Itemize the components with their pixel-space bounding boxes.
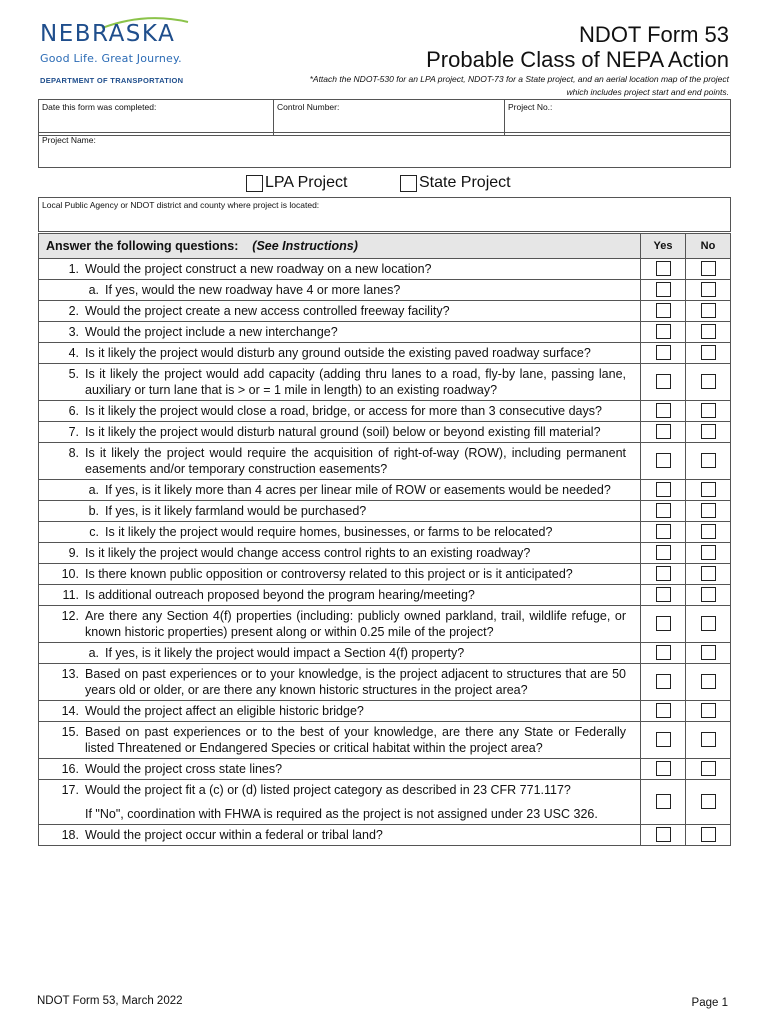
no-checkbox[interactable] [701, 524, 716, 539]
question-cell [39, 401, 641, 422]
question-text: Are there any Section 4(f) properties (including: publicly owned parkland, trail, wildlife refuge, or known historic properties) present along or within 0.25 mile of the project? [85, 609, 626, 639]
no-checkbox[interactable] [701, 261, 716, 276]
yes-cell [641, 501, 686, 522]
state-checkbox[interactable] [400, 175, 417, 192]
question-number: a. [88, 483, 99, 497]
question-text: Would the project cross state lines? [85, 762, 283, 776]
question-row [39, 480, 731, 501]
question-text: Is it likely the project would add capacity (adding thru lanes to a road, fly-by lane, passing lane, auxiliary or turn lane that is > or = 1 mile in length) to an existing roadway? [85, 367, 626, 397]
no-cell [686, 643, 731, 664]
no-checkbox[interactable] [701, 324, 716, 339]
question-row [39, 759, 731, 780]
question-number: 11. [62, 588, 79, 602]
no-cell [686, 722, 731, 759]
yes-cell [641, 585, 686, 606]
lpa-project-label: LPA Project [265, 174, 348, 191]
no-checkbox[interactable] [701, 587, 716, 602]
yes-checkbox[interactable] [656, 732, 671, 747]
yes-cell [641, 343, 686, 364]
date-completed-field[interactable] [39, 100, 274, 136]
no-cell [686, 522, 731, 543]
question-text: Would the project create a new access controlled freeway facility? [85, 304, 450, 318]
yes-cell [641, 543, 686, 564]
yes-checkbox[interactable] [656, 524, 671, 539]
yes-cell [641, 564, 686, 585]
project-name-label: Project Name: [42, 135, 96, 145]
no-column-header: No [686, 234, 731, 259]
question-row [39, 664, 731, 701]
yes-cell [641, 780, 686, 825]
no-cell [686, 301, 731, 322]
control-number-field[interactable] [274, 100, 505, 136]
question-cell [39, 259, 641, 280]
question-text: If yes, is it likely more than 4 acres per linear mile of ROW or easements would be needed? [105, 483, 611, 497]
no-cell [686, 280, 731, 301]
no-cell [686, 701, 731, 722]
question-cell [39, 522, 641, 543]
yes-checkbox[interactable] [656, 616, 671, 631]
question-cell [39, 585, 641, 606]
no-cell [686, 664, 731, 701]
yes-checkbox[interactable] [656, 424, 671, 439]
question-number: 16. [61, 762, 79, 776]
question-number: 12. [61, 609, 79, 623]
no-cell [686, 480, 731, 501]
question-cell [39, 343, 641, 364]
logo-department: DEPARTMENT OF TRANSPORTATION [40, 76, 184, 85]
question-row [39, 701, 731, 722]
lpa-project-option[interactable] [246, 174, 347, 192]
question-text: Would the project affect an eligible historic bridge? [85, 704, 364, 718]
question-cell [39, 280, 641, 301]
yes-cell [641, 401, 686, 422]
question-cell [39, 322, 641, 343]
ndot-logo [40, 22, 200, 85]
project-number-label: Project No.: [508, 102, 553, 112]
question-number: 5. [68, 367, 79, 381]
question-number: a. [88, 283, 99, 297]
logo-tagline: Good Life. Great Journey. [40, 52, 182, 65]
lpa-checkbox[interactable] [246, 175, 263, 192]
question-row [39, 585, 731, 606]
questions-title: Answer the following questions: [46, 239, 239, 253]
instructions-link: (See Instructions) [252, 239, 358, 253]
question-cell [39, 543, 641, 564]
question-number: c. [89, 525, 99, 539]
no-cell [686, 585, 731, 606]
yes-checkbox[interactable] [656, 827, 671, 842]
yes-cell [641, 664, 686, 701]
yes-checkbox[interactable] [656, 324, 671, 339]
question-number: 4. [68, 346, 79, 360]
question-number: 15. [61, 725, 79, 739]
question-text: If yes, would the new roadway have 4 or more lanes? [105, 283, 401, 297]
location-label: Local Public Agency or NDOT district and county where project is located: [42, 200, 320, 210]
question-row [39, 501, 731, 522]
no-cell [686, 564, 731, 585]
question-cell [39, 780, 641, 825]
yes-cell [641, 643, 686, 664]
yes-checkbox[interactable] [656, 566, 671, 581]
question-number: 6. [68, 404, 79, 418]
question-row [39, 401, 731, 422]
no-checkbox[interactable] [701, 503, 716, 518]
no-checkbox[interactable] [701, 566, 716, 581]
project-number-field[interactable] [505, 100, 731, 136]
question-row [39, 522, 731, 543]
question-number: a. [88, 646, 99, 660]
yes-cell [641, 480, 686, 501]
no-cell [686, 780, 731, 825]
no-cell [686, 501, 731, 522]
yes-cell [641, 301, 686, 322]
question-text: Based on past experiences or to your knowledge, is the project adjacent to structures that are 50 years old or older, or are there any known historic structures in the project area? [85, 667, 626, 697]
question-number: 10. [61, 567, 79, 581]
yes-cell [641, 443, 686, 480]
question-number: 8. [68, 446, 79, 460]
question-cell [39, 480, 641, 501]
yes-checkbox[interactable] [656, 503, 671, 518]
yes-column-header: Yes [641, 234, 686, 259]
date-completed-label: Date this form was completed: [42, 102, 157, 112]
no-checkbox[interactable] [701, 282, 716, 297]
yes-checkbox[interactable] [656, 403, 671, 418]
question-number: 14. [61, 704, 79, 718]
question-row [39, 564, 731, 585]
no-checkbox[interactable] [701, 345, 716, 360]
no-checkbox[interactable] [701, 482, 716, 497]
footer-page-number: Page 1 [691, 997, 728, 1009]
no-checkbox[interactable] [701, 794, 716, 809]
yes-cell [641, 422, 686, 443]
question-cell [39, 664, 641, 701]
yes-checkbox[interactable] [656, 482, 671, 497]
question-number: 3. [68, 325, 79, 339]
logo-wordmark: NEBRASKA [40, 21, 176, 47]
question-row [39, 343, 731, 364]
question-cell [39, 301, 641, 322]
yes-cell [641, 606, 686, 643]
form-title [426, 22, 729, 72]
no-checkbox[interactable] [701, 424, 716, 439]
yes-cell [641, 701, 686, 722]
question-text: Is it likely the project would require the acquisition of right-of-way (ROW), including permanent easements and/or temporary construction easements? [85, 446, 626, 476]
yes-checkbox[interactable] [656, 261, 671, 276]
state-project-option[interactable] [400, 174, 511, 192]
no-cell [686, 422, 731, 443]
no-checkbox[interactable] [701, 674, 716, 689]
question-number: 1. [68, 262, 79, 276]
no-checkbox[interactable] [701, 645, 716, 660]
question-row [39, 259, 731, 280]
question-row [39, 643, 731, 664]
question-text: Would the project include a new interchange? [85, 325, 338, 339]
location-field[interactable] [38, 197, 731, 232]
yes-checkbox[interactable] [656, 794, 671, 809]
yes-checkbox[interactable] [656, 345, 671, 360]
question-text: Is it likely the project would close a road, bridge, or access for more than 3 consecutive days? [85, 404, 602, 418]
no-checkbox[interactable] [701, 703, 716, 718]
question-cell [39, 606, 641, 643]
question-row [39, 301, 731, 322]
no-cell [686, 825, 731, 846]
question-text: If yes, is it likely the project would impact a Section 4(f) property? [105, 646, 465, 660]
question-number: 18. [61, 828, 79, 842]
state-project-label: State Project [419, 174, 511, 191]
question-row [39, 780, 731, 825]
question-text: Is it likely the project would change access control rights to an existing roadway? [85, 546, 531, 560]
questions-table [38, 233, 731, 846]
yes-checkbox[interactable] [656, 674, 671, 689]
yes-checkbox[interactable] [656, 587, 671, 602]
question-text: Based on past experiences or to the best of your knowledge, are there any State or Federally listed Threatened or Endangered Species or critical habitat within the project area? [85, 725, 626, 755]
no-checkbox[interactable] [701, 453, 716, 468]
question-row [39, 280, 731, 301]
question-number: 13. [61, 667, 79, 681]
question-row [39, 422, 731, 443]
no-cell [686, 401, 731, 422]
no-checkbox[interactable] [701, 732, 716, 747]
question-number: 7. [68, 425, 79, 439]
question-text: If yes, is it likely farmland would be purchased? [105, 504, 367, 518]
question-text: Would the project occur within a federal or tribal land? [85, 828, 383, 842]
yes-checkbox[interactable] [656, 303, 671, 318]
yes-checkbox[interactable] [656, 453, 671, 468]
question-cell [39, 443, 641, 480]
yes-cell [641, 280, 686, 301]
no-checkbox[interactable] [701, 403, 716, 418]
yes-checkbox[interactable] [656, 374, 671, 389]
question-text: Is there known public opposition or controversy related to this project or is it anticipated? [85, 567, 573, 581]
question-note: If "No", coordination with FHWA is required as the project is not assigned under 23 USC 326. [85, 807, 598, 821]
question-text: Would the project fit a (c) or (d) listed project category as described in 23 CFR 771.117? [85, 783, 571, 797]
question-cell [39, 643, 641, 664]
question-cell [39, 501, 641, 522]
yes-cell [641, 759, 686, 780]
question-row [39, 322, 731, 343]
no-cell [686, 443, 731, 480]
yes-checkbox[interactable] [656, 703, 671, 718]
yes-cell [641, 322, 686, 343]
question-text: Is additional outreach proposed beyond the program hearing/meeting? [85, 588, 475, 602]
yes-cell [641, 722, 686, 759]
no-checkbox[interactable] [701, 827, 716, 842]
no-cell [686, 606, 731, 643]
attachment-note: *Attach the NDOT-530 for an LPA project, NDOT-73 for a State project, and an aerial location map of the project which includes project start and end points. [309, 74, 729, 97]
no-checkbox[interactable] [701, 761, 716, 776]
no-checkbox[interactable] [701, 545, 716, 560]
footer-form-id: NDOT Form 53, March 2022 [37, 995, 183, 1007]
yes-cell [641, 825, 686, 846]
no-cell [686, 364, 731, 401]
form-name: Probable Class of NEPA Action [426, 47, 729, 72]
question-cell [39, 422, 641, 443]
question-text: Is it likely the project would disturb any ground outside the existing paved roadway surface? [85, 346, 591, 360]
yes-checkbox[interactable] [656, 645, 671, 660]
questions-header [39, 234, 641, 259]
no-checkbox[interactable] [701, 374, 716, 389]
question-text: Would the project construct a new roadway on a new location? [85, 262, 432, 276]
no-cell [686, 343, 731, 364]
form-number: NDOT Form 53 [579, 22, 729, 47]
header-fields-table [38, 99, 731, 136]
yes-checkbox[interactable] [656, 761, 671, 776]
no-cell [686, 322, 731, 343]
question-number: 9. [68, 546, 79, 560]
question-cell [39, 825, 641, 846]
no-cell [686, 259, 731, 280]
yes-checkbox[interactable] [656, 282, 671, 297]
question-number: 2. [68, 304, 79, 318]
control-number-label: Control Number: [277, 102, 340, 112]
question-row [39, 606, 731, 643]
yes-cell [641, 522, 686, 543]
project-name-field[interactable] [38, 132, 731, 168]
no-checkbox[interactable] [701, 616, 716, 631]
question-row [39, 825, 731, 846]
question-row [39, 543, 731, 564]
question-cell [39, 701, 641, 722]
yes-checkbox[interactable] [656, 545, 671, 560]
yes-cell [641, 259, 686, 280]
question-number: 17. [61, 783, 79, 797]
question-row [39, 364, 731, 401]
question-number: b. [88, 504, 99, 518]
no-cell [686, 759, 731, 780]
question-cell [39, 759, 641, 780]
question-cell [39, 364, 641, 401]
no-cell [686, 543, 731, 564]
no-checkbox[interactable] [701, 303, 716, 318]
question-row [39, 722, 731, 759]
question-row [39, 443, 731, 480]
question-cell [39, 564, 641, 585]
yes-cell [641, 364, 686, 401]
question-text: Is it likely the project would disturb natural ground (soil) below or beyond existing fill material? [85, 425, 601, 439]
question-text: Is it likely the project would require homes, businesses, or farms to be relocated? [105, 525, 553, 539]
question-cell [39, 722, 641, 759]
